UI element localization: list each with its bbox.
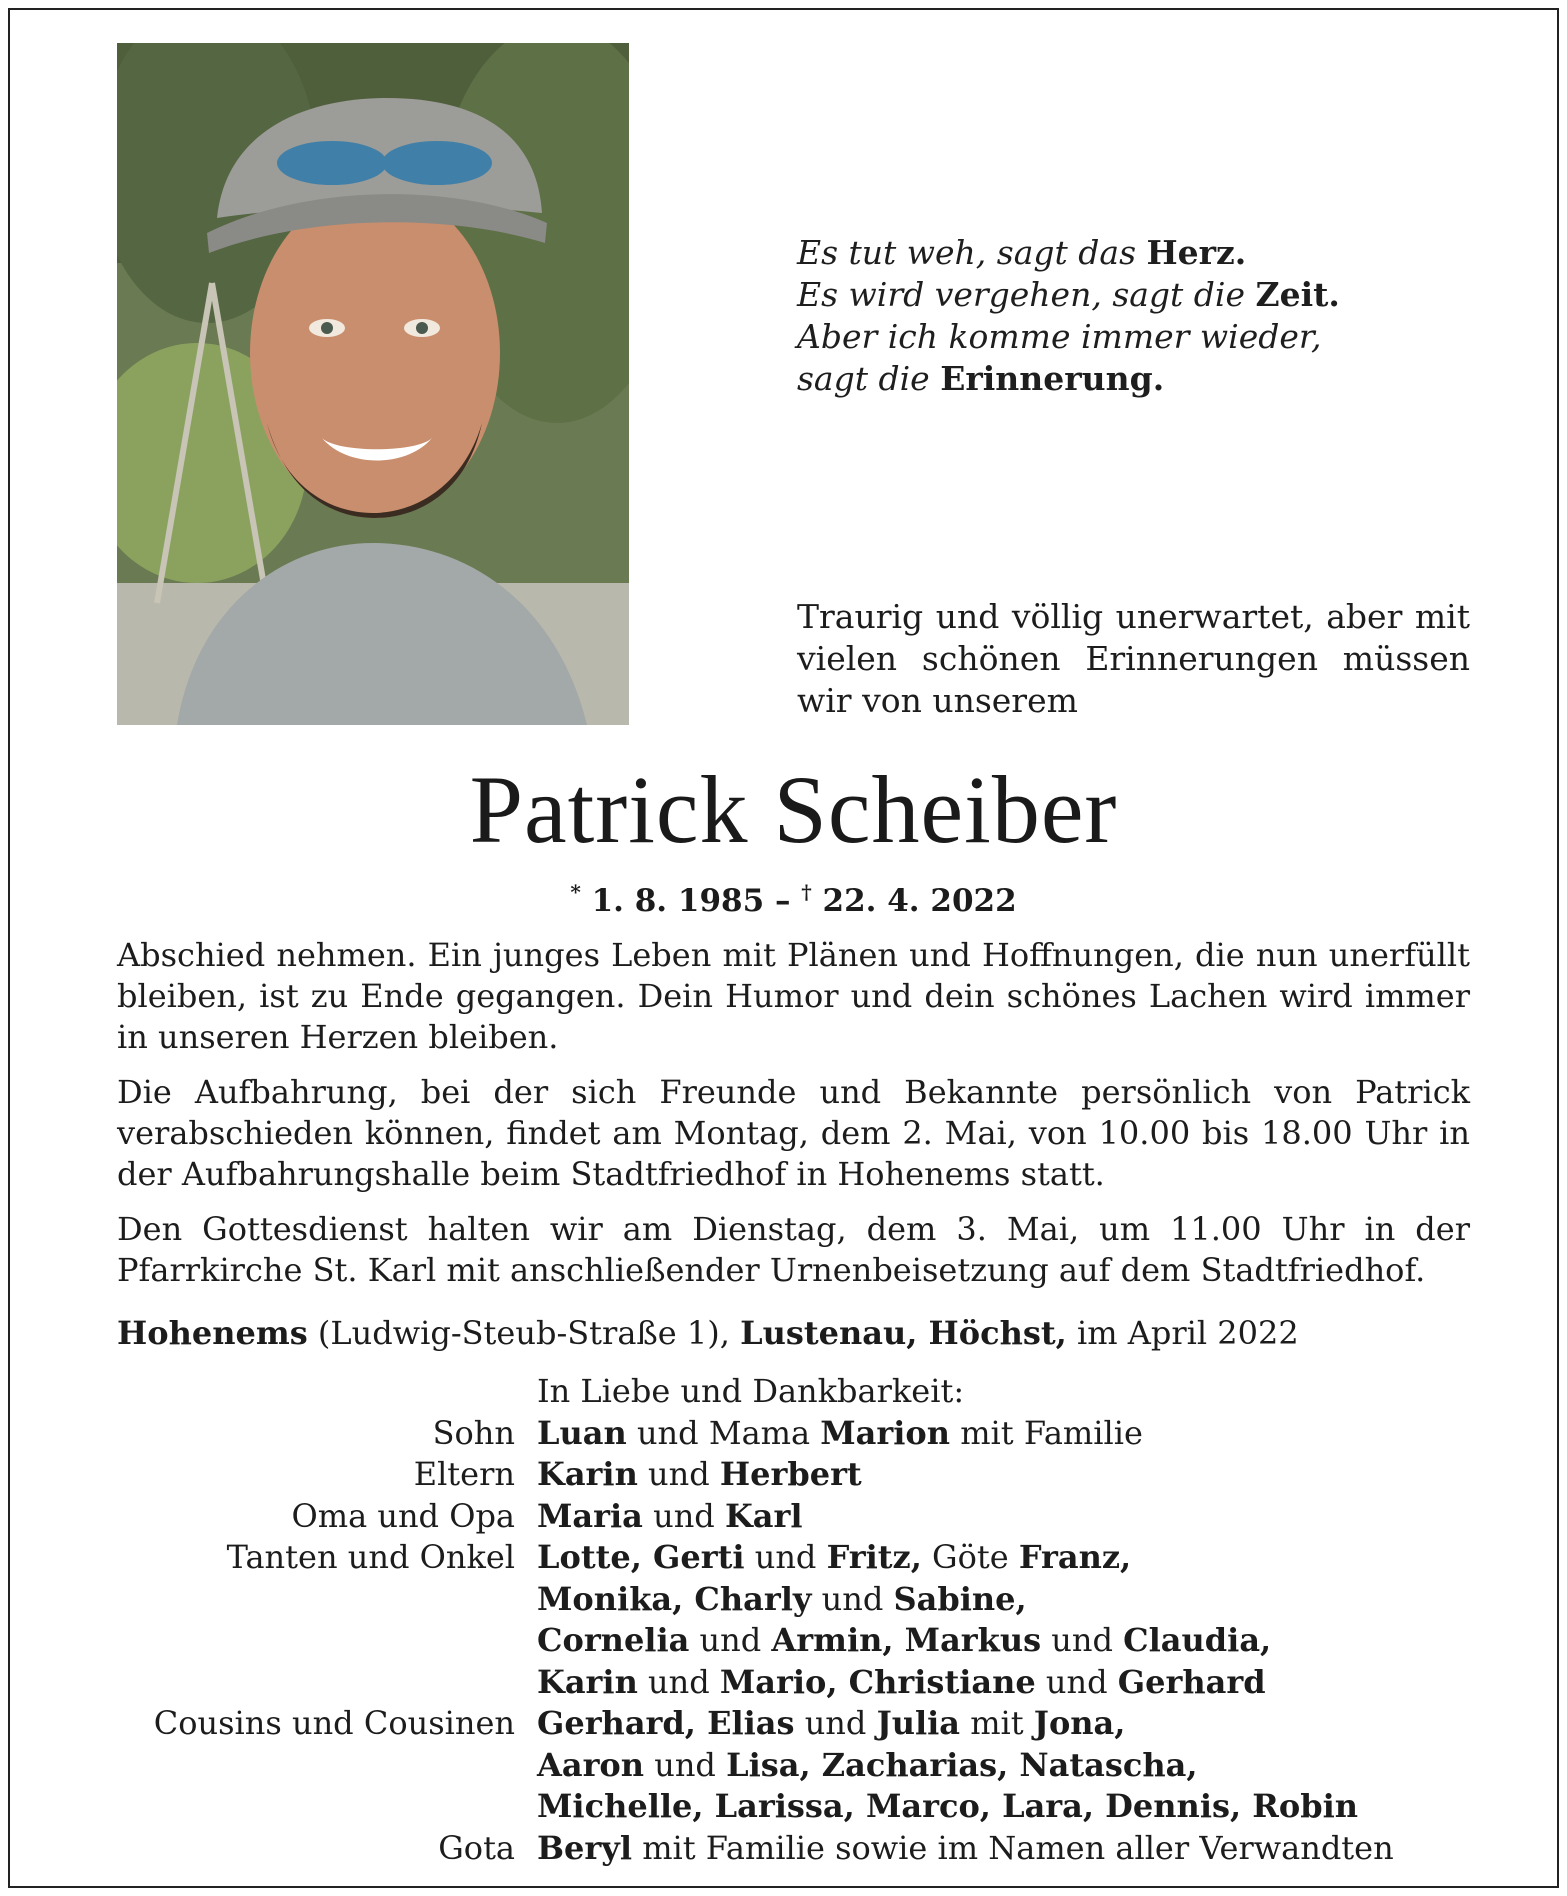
family-row-cousins-cont: [117, 1786, 1517, 1828]
family-name-bold: Beryl: [537, 1828, 633, 1867]
poem-emphasis: Zeit.: [1255, 275, 1340, 314]
family-connector: und Mama: [626, 1413, 821, 1452]
family-label: [117, 1786, 537, 1828]
birth-mark: *: [570, 880, 581, 904]
family-name-bold: Herbert: [719, 1455, 862, 1493]
family-connector: mit Familie sowie im Namen aller Verwandten: [632, 1828, 1394, 1867]
family-connector: und: [689, 1621, 772, 1659]
family-name-bold: Claudia,: [1123, 1621, 1272, 1659]
family-connector: und: [794, 1704, 877, 1742]
place-address: (Ludwig-Steub-Straße 1),: [307, 1314, 741, 1352]
family-row-tanten: [117, 1537, 1517, 1579]
deceased-name: Patrick Scheiber: [469, 756, 1118, 863]
family-name-bold: Lisa, Zacharias, Natascha,: [726, 1745, 1198, 1784]
family-row-gota: [117, 1828, 1517, 1870]
family-row-oma-opa: [117, 1496, 1517, 1538]
poem-text: Es tut weh, sagt das: [797, 233, 1147, 272]
portrait-icon: [117, 43, 629, 725]
family-names: [537, 1828, 1517, 1870]
family-connector: Göte: [921, 1538, 1019, 1576]
family-label: Oma und Opa: [291, 1496, 515, 1535]
family-name-bold: Marion: [820, 1413, 951, 1452]
family-list: [117, 1371, 1517, 1869]
place-towns: Lustenau, Höchst,: [740, 1314, 1067, 1352]
family-row-tanten-cont: [117, 1620, 1517, 1662]
family-name-bold: Fritz,: [826, 1538, 922, 1576]
family-label: Gota: [438, 1828, 515, 1867]
place-town: Hohenems: [117, 1314, 308, 1352]
family-label: [117, 1371, 537, 1413]
family-label: Sohn: [432, 1413, 515, 1452]
family-label: [117, 1620, 537, 1662]
death-mark: †: [801, 880, 812, 904]
family-name-bold: Gerhard, Elias: [537, 1704, 795, 1742]
family-row-eltern: [117, 1454, 1517, 1496]
portrait-photo: [117, 43, 629, 725]
family-label: Eltern: [413, 1455, 515, 1493]
family-connector: mit: [960, 1704, 1034, 1742]
poem-line-2: [797, 274, 1497, 316]
family-connector: und: [1041, 1621, 1124, 1659]
family-name-bold: Julia: [876, 1704, 961, 1742]
death-date: 22. 4. 2022: [811, 883, 1017, 919]
family-connector: mit Familie: [950, 1413, 1143, 1452]
place-date: im April 2022: [1066, 1314, 1299, 1352]
poem-text: Es wird vergehen, sagt die: [797, 275, 1256, 314]
family-heading: In Liebe und Dankbarkeit:: [537, 1372, 965, 1410]
family-name-bold: Karl: [724, 1496, 803, 1535]
family-names: [537, 1413, 1517, 1455]
family-label: [117, 1579, 537, 1621]
family-name-bold: Gerhard: [1117, 1662, 1266, 1701]
family-label: Tanten und Onkel: [226, 1538, 515, 1576]
birth-date: 1. 8. 1985 –: [580, 883, 802, 919]
family-name-bold: Monika, Charly: [537, 1579, 812, 1618]
family-name-bold: Sabine,: [893, 1579, 1027, 1618]
family-connector: und: [744, 1538, 827, 1576]
family-connector: und: [637, 1455, 720, 1493]
family-label: Cousins und Cousinen: [153, 1704, 515, 1742]
family-connector: und: [644, 1745, 727, 1784]
viewing-paragraph: Die Aufbahrung, bei der sich Freunde und Bekannte persönlich von Patrick verabschieden können, findet am Montag, dem 2. Mai, von 10.00 bis 18.00 Uhr in der Aufbahrungshalle beim Stadtfriedhof in Hohenems statt.: [117, 1073, 1470, 1193]
family-names: [537, 1454, 1517, 1496]
family-names: [537, 1745, 1517, 1787]
poem-line-1: [797, 232, 1497, 274]
family-names: [537, 1496, 1517, 1538]
poem-emphasis: Erinnerung.: [940, 359, 1165, 398]
family-label: [117, 1662, 537, 1704]
family-names: [537, 1703, 1517, 1745]
family-name-bold: Jona,: [1033, 1704, 1126, 1742]
poem-text: Aber ich komme immer wieder,: [797, 317, 1322, 356]
family-connector: und: [1035, 1662, 1118, 1701]
intro-text: Traurig und völlig unerwartet, aber mit vielen schönen Erinnerungen müssen wir von unserem: [797, 597, 1470, 720]
life-dates: [10, 872, 1567, 921]
family-heading-row: [117, 1371, 1517, 1413]
family-row-tanten-cont: [117, 1662, 1517, 1704]
family-name-bold: Karin: [537, 1662, 638, 1701]
family-names: [537, 1579, 1517, 1621]
poem: [797, 232, 1497, 400]
family-names: [537, 1662, 1517, 1704]
family-name-bold: Karin: [537, 1455, 638, 1493]
family-label: [117, 1745, 537, 1787]
family-name-bold: Franz,: [1018, 1538, 1132, 1576]
family-name-bold: Michelle, Larissa, Marco, Lara, Dennis, Robin: [537, 1787, 1358, 1825]
farewell-paragraph: Abschied nehmen. Ein junges Leben mit Plänen und Hoffnungen, die nun unerfüllt bleiben, ist zu Ende gegangen. Dein Humor und dein schönes Lachen wird immer in unseren Herzen bleiben.: [117, 936, 1470, 1056]
place-date-line: [117, 1313, 1470, 1354]
family-names: [537, 1537, 1517, 1579]
poem-text: sagt die: [797, 359, 941, 398]
family-name-bold: Aaron: [537, 1745, 645, 1784]
family-row-tanten-cont: [117, 1579, 1517, 1621]
family-name-bold: Cornelia: [537, 1621, 690, 1659]
poem-line-4: [797, 358, 1497, 400]
family-connector: und: [642, 1496, 725, 1535]
family-row-sohn: [117, 1413, 1517, 1455]
family-row-cousins-cont: [117, 1745, 1517, 1787]
poem-line-3: [797, 316, 1497, 358]
family-name-bold: Armin, Markus: [771, 1621, 1042, 1659]
family-connector: und: [637, 1662, 720, 1701]
family-names: [537, 1786, 1517, 1828]
family-row-cousins: [117, 1703, 1517, 1745]
poem-emphasis: Herz.: [1146, 233, 1247, 272]
obituary-notice: [8, 8, 1559, 1888]
family-name-bold: Lotte, Gerti: [537, 1538, 745, 1576]
family-name-bold: Luan: [537, 1413, 627, 1452]
family-connector: und: [811, 1579, 894, 1618]
family-name-bold: Mario, Christiane: [719, 1662, 1036, 1701]
family-names: [537, 1620, 1517, 1662]
service-paragraph: Den Gottesdienst halten wir am Dienstag, dem 3. Mai, um 11.00 Uhr in der Pfarrkirche St. Karl mit anschließender Urnenbeisetzung auf dem Stadtfriedhof.: [117, 1210, 1470, 1289]
family-name-bold: Maria: [537, 1496, 643, 1535]
